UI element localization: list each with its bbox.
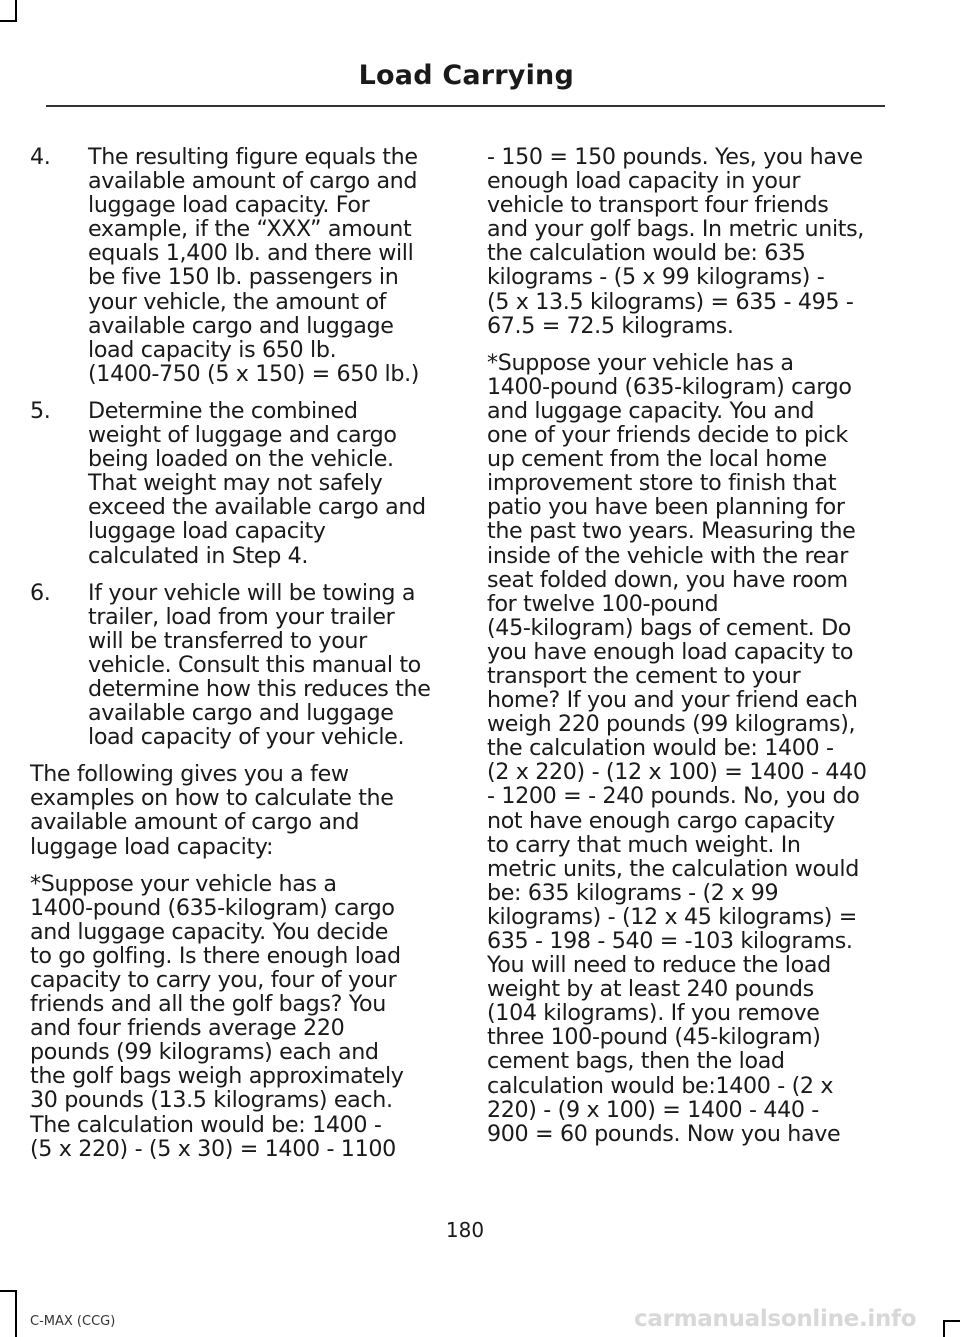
paragraph-line: enough load capacity in your [487,168,801,195]
header-divider [46,105,885,107]
paragraph-line: to go golfing. Is there enough load [30,942,401,969]
list-item-text: determine how this reduces the [88,675,431,702]
paragraph [487,145,887,338]
list-item-first-line [30,145,450,169]
paragraph-line: to carry that much weight. In [487,831,801,858]
list-item [30,399,450,568]
list-item-number: 6. [30,579,51,606]
paragraph-line: 67.5 = 72.5 kilograms. [487,312,734,339]
paragraph-line: (5 x 13.5 kilograms) = 635 - 495 - [487,288,854,315]
list-item [30,145,450,386]
paragraph-line: friends and all the golf bags? You [30,991,386,1018]
model-label: C-MAX (CCG) [30,1314,116,1329]
paragraph-line: *Suppose your vehicle has a [30,870,337,897]
list-item-text: That weight may not safely [88,470,383,497]
right-column [487,145,887,1146]
paragraph-line: the golf bags weigh approximately [30,1063,404,1090]
paragraph-line: and four friends average 220 [30,1015,345,1042]
paragraph-line: kilograms) - (12 x 45 kilograms) = [487,903,858,930]
list-item-text: your vehicle, the amount of [88,288,387,315]
paragraph-line: improvement store to finish that [487,470,837,497]
list-item-text: Determine the combined [88,397,358,424]
list-item-text: available cargo and luggage [88,700,394,727]
paragraph-line: weight by at least 240 pounds [487,976,814,1003]
paragraph-line: for twelve 100-pound [487,590,719,617]
paragraph-line: vehicle to transport four friends [487,192,829,219]
paragraph-line: 1400-pound (635-kilogram) cargo [487,373,852,400]
crop-mark [0,1290,17,1292]
page-number: 180 [445,1218,485,1242]
paragraph-line: weigh 220 pounds (99 kilograms), [487,711,856,738]
paragraph-line: You will need to reduce the load [487,952,831,979]
paragraph-line: The calculation would be: 1400 - [30,1111,382,1138]
paragraph-line: 635 - 198 - 540 = -103 kilograms. [487,928,853,954]
watermark-text: carmanualsonline.info [634,1306,917,1332]
paragraph-line: patio you have been planning for [487,494,845,521]
paragraph-line: seat folded down, you have room [487,566,848,593]
paragraph-line: 220) - (9 x 100) = 1400 - 440 - [487,1096,819,1123]
list-item-first-line [30,581,450,605]
crop-mark [15,1290,17,1337]
paragraph-line: (5 x 220) - (5 x 30) = 1400 - 1100 [30,1135,396,1162]
paragraph-line: and your golf bags. In metric units, [487,216,865,243]
list-item-text: If your vehicle will be towing a [88,579,416,606]
list-item-text: luggage load capacity. For [88,192,370,219]
list-item-text: load capacity is 650 lb. [88,336,337,363]
paragraph-line: transport the cement to your [487,662,801,689]
paragraph-line: the past two years. Measuring the [487,518,856,545]
list-item-text: equals 1,400 lb. and there will [88,240,414,267]
list-item-text: be five 150 lb. passengers in [88,264,399,291]
crop-mark [15,0,17,22]
list-item-text: being loaded on the vehicle. [88,446,394,473]
paragraph-line: metric units, the calculation would [487,855,859,882]
paragraph-line: calculation would be:1400 - (2 x [487,1072,834,1099]
list-item-text: exceed the available cargo and [88,494,426,521]
list-item-text: load capacity of your vehicle. [88,724,405,751]
paragraph-line: available amount of cargo and [30,809,360,836]
paragraph-line: - 150 = 150 pounds. Yes, you have [487,144,863,170]
paragraph-line: you have enough load capacity to [487,638,854,665]
paragraph-line: *Suppose your vehicle has a [487,349,794,376]
paragraph-line: home? If you and your friend each [487,687,858,714]
list-item-text: available cargo and luggage [88,312,394,339]
list-item-text: trailer, load from your trailer [88,603,395,630]
paragraph-line: luggage load capacity: [30,833,274,860]
paragraph [487,351,887,1146]
paragraph-line: examples on how to calculate the [30,785,394,812]
paragraph-line: 1400-pound (635-kilogram) cargo [30,894,395,921]
paragraph-line: the calculation would be: 1400 - [487,735,834,762]
paragraph-line: cement bags, then the load [487,1048,785,1075]
paragraph [30,872,450,1161]
list-item [30,581,450,750]
list-item-text: vehicle. Consult this manual to [88,651,421,678]
paragraph-line: 30 pounds (13.5 kilograms) each. [30,1087,393,1114]
list-item-text: (1400-750 (5 x 150) = 650 lb.) [88,360,420,387]
list-item-number: 4. [30,144,51,170]
list-item-text: example, if the “XXX” amount [88,216,412,243]
paragraph-line: The following gives you a few [30,761,349,788]
page-title: Load Carrying [358,60,574,91]
paragraph-line: 900 = 60 pounds. Now you have [487,1120,841,1147]
paragraph-line: not have enough cargo capacity [487,807,835,834]
list-item-text: available amount of cargo and [88,168,418,195]
paragraph-line: one of your friends decide to pick [487,422,848,449]
paragraph-line: kilograms - (5 x 99 kilograms) - [487,264,825,291]
paragraph-line: capacity to carry you, four of your [30,967,397,993]
list-item-number: 5. [30,397,51,424]
crop-mark [943,1320,960,1322]
paragraph-line: be: 635 kilograms - (2 x 99 [487,879,779,906]
paragraph-line: (2 x 220) - (12 x 100) = 1400 - 440 [487,759,867,786]
list-item-text: luggage load capacity [88,518,326,545]
paragraph-line: (45-kilogram) bags of cement. Do [487,614,852,641]
paragraph-line: and luggage capacity. You decide [30,918,389,945]
paragraph-line: inside of the vehicle with the rear [487,542,849,569]
list-item-text: The resulting figure equals the [88,144,418,170]
paragraph-line: (104 kilograms). If you remove [487,1000,820,1027]
paragraph-line: up cement from the local home [487,446,827,473]
paragraph-line: and luggage capacity. You and [487,397,815,424]
paragraph [30,762,450,858]
paragraph-line: - 1200 = - 240 pounds. No, you do [487,783,860,810]
list-item-text: calculated in Step 4. [88,542,309,569]
left-column [30,145,450,1161]
list-item-text: weight of luggage and cargo [88,422,397,449]
paragraph-line: the calculation would be: 635 [487,240,806,267]
list-item-first-line [30,399,450,423]
paragraph-line: three 100-pound (45-kilogram) [487,1024,821,1051]
crop-mark [0,20,17,22]
crop-mark [943,1320,945,1337]
list-item-text: will be transferred to your [88,627,367,654]
paragraph-line: pounds (99 kilograms) each and [30,1039,379,1066]
